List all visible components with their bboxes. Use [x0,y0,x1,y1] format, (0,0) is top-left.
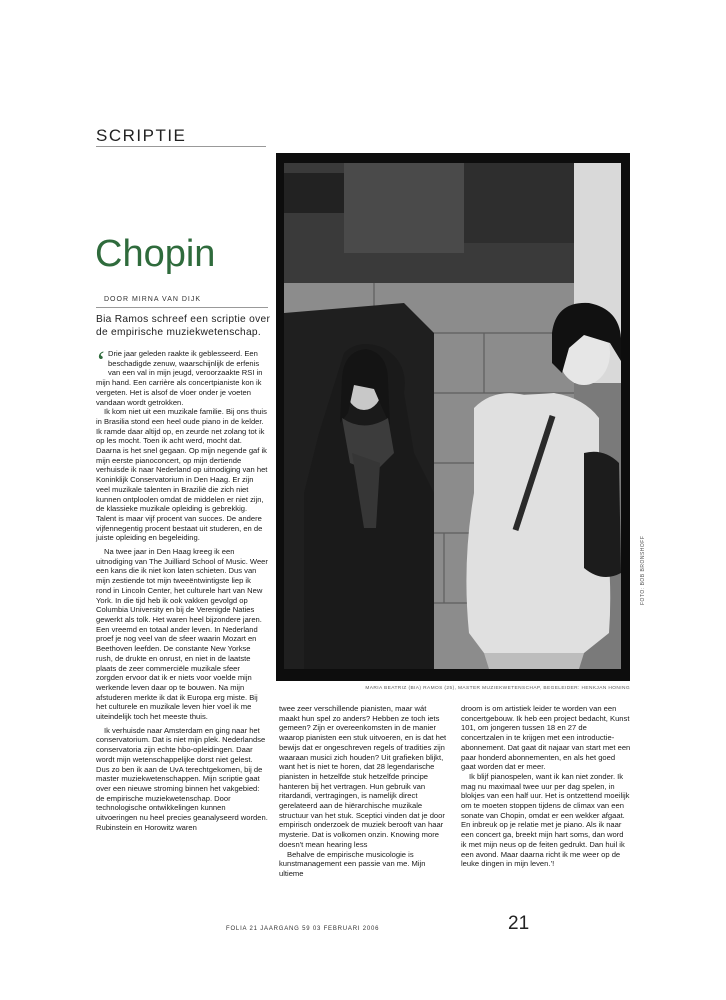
byline: DOOR MIRNA VAN DIJK [104,296,202,303]
section-label: SCRIPTIE [96,126,187,145]
section-divider [96,146,266,147]
photo-bia-ramos-with-statue [284,163,621,669]
photo-illustration [284,163,621,669]
intro-text: Bia Ramos schreef een scriptie over de empirische muziekwetenschap. [96,314,271,338]
article-column-3 [461,704,631,869]
paragraph: droom is om artistiek leider te worden van een concertgebouw. Ik heb een project bedacht, Kunst 101, om jongeren tussen 18 en 27 de concertzalen in te krijgen met een introductie-abonnement. Dat gaat dit najaar van start met een paar honderd abonnementen, en als het goed gaat worden dat er meer. [461,704,631,772]
page-footer: FOLIA 21 JAARGANG 59 03 FEBRUARI 2006 [226,926,380,932]
byline-divider [96,307,268,308]
paragraph: Behalve de empirische musicologie is kunstmanagement een passie van me. Mijn ultieme [279,849,426,878]
paragraph-text: Drie jaar geleden raakte ik geblesseerd. Een beschadigde zenuw, waarschijnlijk de erfenis van een val in mijn jeugd, veroorzaakte RSI in mijn hand. Een carrière als concertpianiste kon ik vergeten. Het is alsof de vloer onder je voeten vandaan wordt getrokken. [96,349,263,407]
paragraph: twee zeer verschillende pianisten, maar wát maakt hun spel zo anders? Hebben ze toch iets gemeen? Zijn er overeenkomsten in de manier waarop pianisten een stuk uitvoeren, en is dat het bewijs dat er ongeschreven regels of tradities zijn waaraan musici zich houden? Uit grafieken blijkt, want het is niet te horen, dat 28 legendarische pianisten in hetzelfde stuk hetzelfde principe hanteren bij het vertragen. Hun gebruik van ritardandi, vertragingen, is namelijk direct gerelateerd aan de hiërarchische muzikale structuur van het stuk. Sceptici vinden dat je door empirisch onderzoek de muziek berooft van haar mysterie. Dat is volkomen onzin. Knowing more doesn't mean hearing less [279,704,447,849]
opening-quote-mark: ‘ [96,345,106,378]
photo-caption: MARIA BEATRIZ (BIA) RAMOS (25), MASTER MUZIEKWETENSCHAP, BEGELEIDER: HENKJAN HONING [365,686,630,691]
page-number: 21 [508,913,530,934]
paragraph: Ik verhuisde naar Amsterdam en ging naar het conservatorium. Dat is niet mijn plek. Nederlandse conservatoria zijn echte hbo-opleidingen. Daar wordt mijn wetenschappelijke dorst niet gelest. Dus zo ben ik aan de UvA terechtgekomen, bij de master muziekwetenschappen. Mijn scriptie gaat over een nieuwe stroming binnen het vakgebied: de empirische muziekwetenschap. Door technologische ontwikkelingen kunnen uitvoeringen nu heel precies geanalyseerd worden. Rubinstein en Horowitz waren [96,725,268,832]
photo-credit: FOTO: BOB BRONSHOFF [640,535,646,605]
photo-frame [276,153,630,681]
paragraph: Na twee jaar in Den Haag kreeg ik een uitnodiging van The Juilliard School of Music. Weer een kans die ik niet kon laten schieten. Dus van mijn zestiende tot mijn tweeëntwintigste liep ik rond in Lincoln Center, het culturele hart van New York. In die tijd heb ik ook vakken gevolgd op Columbia University en bij de Verenigde Naties gewerkt als tolk. Het waren heel bijzondere jaren. Een vreemd en totaal ander leven. In Nederland proef je nog veel van de sfeer waarin Mozart en Beethoven leefden. De constante New Yorkse rush, de drukte en onrust, en niet in de laatste plaats de zeer commerciële muzikale sfeer zorgden ervoor dat ik er niets voor voelde mijn werkende leven daar op te bouwen. Na mijn afstuderen merkte ik dat ik Europa erg miste. Bij het culturele en muzikale leven hier voel ik me uiteindelijk toch het meeste thuis. [96,547,268,722]
paragraph [96,345,268,407]
paragraph: Ik blijf pianospelen, want ik kan niet zonder. Ik mag nu maximaal twee uur per dag spelen, in blokjes van een half uur. Het is ontzettend moeilijk om te moeten stoppen tijdens de climax van een sonate van Chopin, omdat er een wekker afgaat. En inbreuk op je relatie met je piano. Als ik naar een concert ga, breekt mijn hart soms, dan word ik met mijn neus op de feiten gedrukt. Dan huil ik een avond. Maar daarna richt ik me weer op de leuke dingen in mijn leven.’! [461,771,630,869]
article-column-2 [279,704,449,879]
paragraph: Ik kom niet uit een muzikale familie. Bij ons thuis in Brasilia stond een heel oude piano in de kelder. Ik ramde daar altijd op, en zeurde net zolang tot ik op les mocht. Toen ik acht werd, mocht dat. Daarna is het snel gegaan. Op mijn negende gaf ik mijn eerste pianoconcert, op mijn dertiende verhuisde ik naar Nederland op uitnodiging van het Koninklijk Conservatorium in Den Haag. Er zijn veel muzikale talenten in Brazilië die zich niet kunnen ontploolen omdat de middelen er niet zijn, de klassieke muzikale opleiding is gebrekkig. Talent is maar vijf procent van succes. De andere vijfennegentig procent bestaat uit studeren, en de juiste opleiding en begeleiding. [96,407,268,543]
article-title: Chopin [95,233,216,275]
article-column-1 [96,345,268,832]
